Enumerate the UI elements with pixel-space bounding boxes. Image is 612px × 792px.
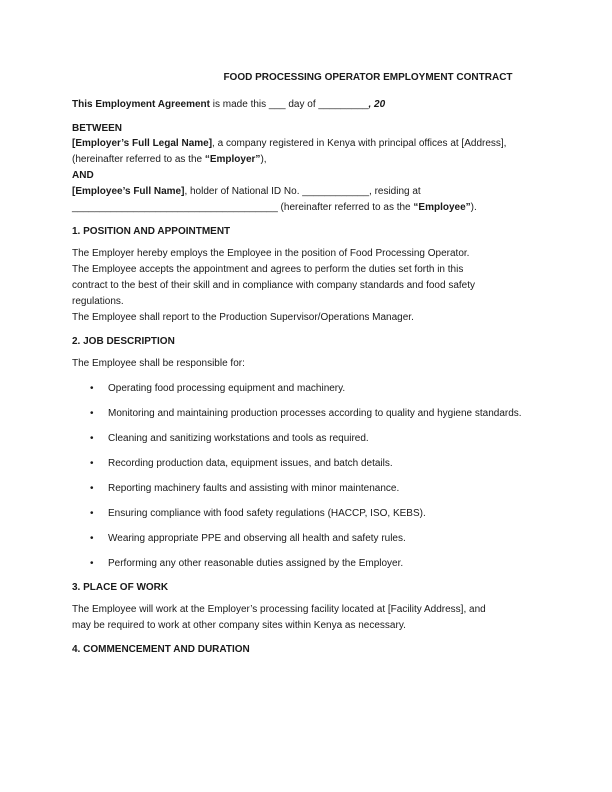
list-item [72,531,544,547]
duty-text: Performing any other reasonable duties assigned by the Employer. [108,558,404,569]
intro-year: , 20 [368,99,386,110]
bullet-icon: • [90,458,94,469]
bullet-icon: • [90,408,94,419]
employer-line2-pre: (hereinafter referred to as the [72,154,205,165]
intro-bold: This Employment Agreement [72,99,210,110]
section-1-body [72,246,544,326]
employer-name: [Employer’s Full Legal Name] [72,138,213,149]
between-label: BETWEEN [72,123,122,134]
employee-name: [Employee’s Full Name] [72,186,185,197]
section-1-heading: 1. POSITION AND APPOINTMENT [72,226,231,237]
section-1-line: The Employee accepts the appointment and agrees to perform the duties set forth in this [72,264,464,275]
duty-text: Cleaning and sanitizing workstations and tools as required. [108,433,369,444]
intro-line [72,97,544,113]
section-3-body [72,602,544,634]
employee-line [72,184,544,200]
employer-line2-post: ), [260,154,267,165]
and-label: AND [72,170,94,181]
document-title: FOOD PROCESSING OPERATOR EMPLOYMENT CONTRACT [223,72,513,83]
bullet-icon: • [90,483,94,494]
bullet-icon: • [90,433,94,444]
list-item [72,456,544,472]
section-1-line: The Employee shall report to the Production Supervisor/Operations Manager. [72,312,414,323]
duty-text: Operating food processing equipment and machinery. [108,383,346,394]
employer-term: “Employer” [204,154,261,165]
bullet-icon: • [90,383,94,394]
list-item [72,481,544,497]
employer-line [72,136,544,152]
list-item [72,506,544,522]
employee-line-2 [72,200,544,216]
list-item [72,406,544,422]
section-3-line: The Employee will work at the Employer’s processing facility located at [Facility Address], and [72,604,486,615]
intro-rest: is made this ___ day of _________ [210,99,369,110]
employee-line2-pre: _____________________________________ (hereinafter referred to as the [72,202,414,213]
section-3-line: may be required to work at other company sites within Kenya as necessary. [72,620,406,631]
bullet-icon: • [90,508,94,519]
duty-text: Reporting machinery faults and assisting with minor maintenance. [108,483,400,494]
employee-term: “Employee” [413,202,471,213]
duties-list [72,381,544,572]
duty-text: Ensuring compliance with food safety regulations (HACCP, ISO, KEBS). [108,508,426,519]
section-2-heading: 2. JOB DESCRIPTION [72,336,175,347]
employee-line2-post: ). [470,202,477,213]
list-item [72,431,544,447]
section-1-line: The Employer hereby employs the Employee in the position of Food Processing Operator. [72,248,470,259]
contract-page [72,66,544,664]
bullet-icon: • [90,558,94,569]
section-1-line: regulations. [72,296,124,307]
list-item [72,381,544,397]
duty-text: Recording production data, equipment issues, and batch details. [108,458,393,469]
section-2-intro: The Employee shall be responsible for: [72,358,245,369]
list-item [72,556,544,572]
section-4-heading: 4. COMMENCEMENT AND DURATION [72,644,250,655]
employee-rest: , holder of National ID No. ____________, residing at [184,186,421,197]
duty-text: Wearing appropriate PPE and observing all health and safety rules. [108,533,406,544]
section-3-heading: 3. PLACE OF WORK [72,582,169,593]
section-1-line: contract to the best of their skill and in compliance with company standards and food safety [72,280,475,291]
bullet-icon: • [90,533,94,544]
duty-text: Monitoring and maintaining production processes according to quality and hygiene standards. [108,408,522,419]
employer-line-2 [72,152,544,168]
employer-rest: , a company registered in Kenya with principal offices at [Address], [212,138,507,149]
